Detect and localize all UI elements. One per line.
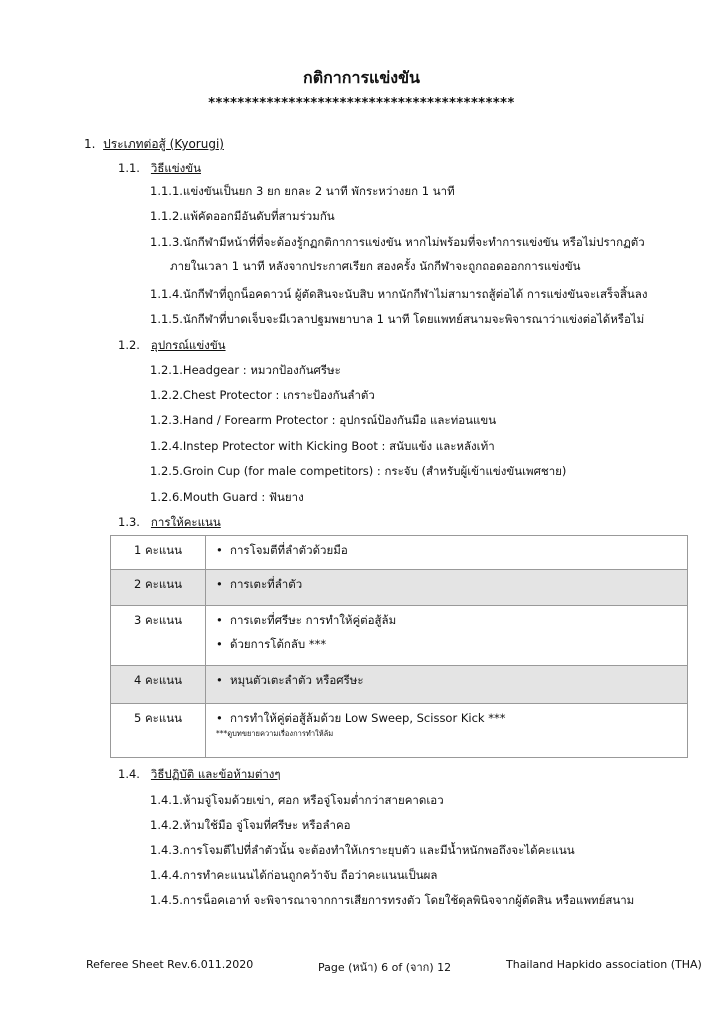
subsection-number: 1.3. bbox=[118, 515, 140, 529]
points-cell: 2 คะแนน bbox=[111, 570, 206, 606]
list-item: 1.1.3.นักกีฬามีหน้าที่ที่จะต้องรู้กฏกติกาการแข่งขัน หากไม่พร้อมที่จะทำการแข่งขัน หรือไม่ปรากฏตัว bbox=[150, 235, 645, 249]
section-number: 1. bbox=[84, 137, 96, 151]
criteria-item: • การทำให้คู่ต่อสู้ล้มด้วย Low Sweep, Scissor Kick *** bbox=[230, 710, 679, 726]
criteria-item: • การเตะที่ลำตัว bbox=[230, 576, 679, 592]
footer-page-number: Page (หน้า) 6 of (จาก) 12 bbox=[318, 961, 452, 974]
criteria-cell bbox=[206, 536, 688, 570]
title-separator: ****************************************** bbox=[208, 96, 515, 111]
points-cell: 5 คะแนน bbox=[111, 704, 206, 758]
table-row bbox=[111, 536, 688, 570]
subsection-1-2-heading bbox=[118, 337, 226, 353]
table-row bbox=[111, 666, 688, 704]
subsection-title: อุปกรณ์แข่งขัน bbox=[150, 338, 226, 352]
criteria-item: • การโจมตีที่ลำตัวด้วยมือ bbox=[230, 542, 679, 558]
criteria-item: • ด้วยการโต้กลับ *** bbox=[230, 636, 679, 652]
subsection-1-1-heading bbox=[118, 160, 201, 176]
list-item: 1.4.5.การน็อคเอาท์ จะพิจารณาจากการเสียการทรงตัว โดยใช้ดุลพินิจจากผู้ตัดสิน หรือแพทย์สนาม bbox=[150, 893, 635, 907]
criteria-cell bbox=[206, 666, 688, 704]
list-item: 1.2.1.Headgear : หมวกป้องกันศรีษะ bbox=[150, 363, 341, 377]
list-item-continuation: ภายในเวลา 1 นาที หลังจากประกาศเรียก สองครั้ง นักกีฬาจะถูกถอดออกการแข่งขัน bbox=[170, 259, 581, 273]
points-cell: 1 คะแนน bbox=[111, 536, 206, 570]
list-item: 1.1.2.แพ้คัดออกมีอันดับที่สามร่วมกัน bbox=[150, 209, 335, 223]
list-item: 1.4.3.การโจมตีไปที่ลำตัวนั้น จะต้องทำให้เกราะยุบตัว และมีน้ำหนักพอถึงจะได้คะแนน bbox=[150, 843, 575, 857]
table-row bbox=[111, 570, 688, 606]
list-item: 1.1.1.แข่งขันเป็นยก 3 ยก ยกละ 2 นาที พักระหว่างยก 1 นาที bbox=[150, 184, 455, 198]
points-cell: 3 คะแนน bbox=[111, 606, 206, 666]
list-item: 1.1.5.นักกีฬาที่บาดเจ็บจะมีเวลาปฐมพยาบาล 1 นาที โดยแพทย์สนามจะพิจารณาว่าแข่งต่อได้หรือไม่ bbox=[150, 312, 645, 326]
subsection-title: การให้คะแนน bbox=[150, 515, 221, 529]
list-item: 1.1.4.นักกีฬาที่ถูกน็อคดาวน์ ผู้ตัดสินจะนับสิบ หากนักกีฬาไม่สามารถสู้ต่อได้ การแข่งขันจะเสร็จสิ้นลง bbox=[150, 287, 648, 301]
section-1-heading bbox=[84, 136, 224, 152]
footer-revision: Referee Sheet Rev.6.011.2020 bbox=[86, 958, 254, 971]
subsection-title: วิธีแข่งขัน bbox=[150, 161, 202, 175]
list-item: 1.2.6.Mouth Guard : ฟันยาง bbox=[150, 490, 304, 504]
criteria-item: • การเตะที่ศรีษะ การทำให้คู่ต่อสู้ล้ม bbox=[230, 612, 679, 628]
footer-organization: Thailand Hapkido association (THA) bbox=[506, 958, 702, 971]
table-row bbox=[111, 606, 688, 666]
subsection-number: 1.2. bbox=[118, 338, 140, 352]
criteria-cell bbox=[206, 606, 688, 666]
subsection-title: วิธีปฏิบัติ และข้อห้ามต่างๆ bbox=[150, 767, 281, 781]
scoring-table bbox=[110, 535, 688, 758]
subsection-1-4-heading bbox=[118, 766, 281, 782]
table-row bbox=[111, 704, 688, 758]
subsection-number: 1.1. bbox=[118, 161, 140, 175]
list-item: 1.2.3.Hand / Forearm Protector : อุปกรณ์ป้องกันมือ และท่อนแขน bbox=[150, 413, 497, 427]
list-item: 1.4.2.ห้ามใช้มือ จู่โจมที่ศรีษะ หรือลำคอ bbox=[150, 818, 351, 832]
subsection-1-3-heading bbox=[118, 514, 221, 530]
list-item: 1.4.4.การทำคะแนนได้ก่อนถูกคว้าจับ ถือว่าคะแนนเป็นผล bbox=[150, 868, 438, 882]
list-item: 1.2.5.Groin Cup (for male competitors) : กระจับ (สำหรับผู้เข้าแข่งขันเพศชาย) bbox=[150, 464, 567, 478]
list-item: 1.4.1.ห้ามจู่โจมด้วยเข่า, ศอก หรือจู่โจมต่ำกว่าสายคาดเอว bbox=[150, 793, 444, 807]
list-item: 1.2.2.Chest Protector : เกราะป้องกันลำตัว bbox=[150, 388, 375, 402]
page-title: กติกาการแข่งขัน bbox=[303, 68, 420, 87]
list-item: 1.2.4.Instep Protector with Kicking Boot : สนับแข้ง และหลังเท้า bbox=[150, 439, 495, 453]
section-title: ประเภทต่อสู้ (Kyorugi) bbox=[103, 137, 224, 151]
subsection-number: 1.4. bbox=[118, 767, 140, 781]
criteria-cell bbox=[206, 704, 688, 758]
criteria-cell bbox=[206, 570, 688, 606]
points-cell: 4 คะแนน bbox=[111, 666, 206, 704]
criteria-item: • หมุนตัวเตะลำตัว หรือศรีษะ bbox=[230, 672, 679, 688]
footnote: ***ดูบทขยายความเรื่องการทำให้ล้ม bbox=[216, 729, 334, 738]
